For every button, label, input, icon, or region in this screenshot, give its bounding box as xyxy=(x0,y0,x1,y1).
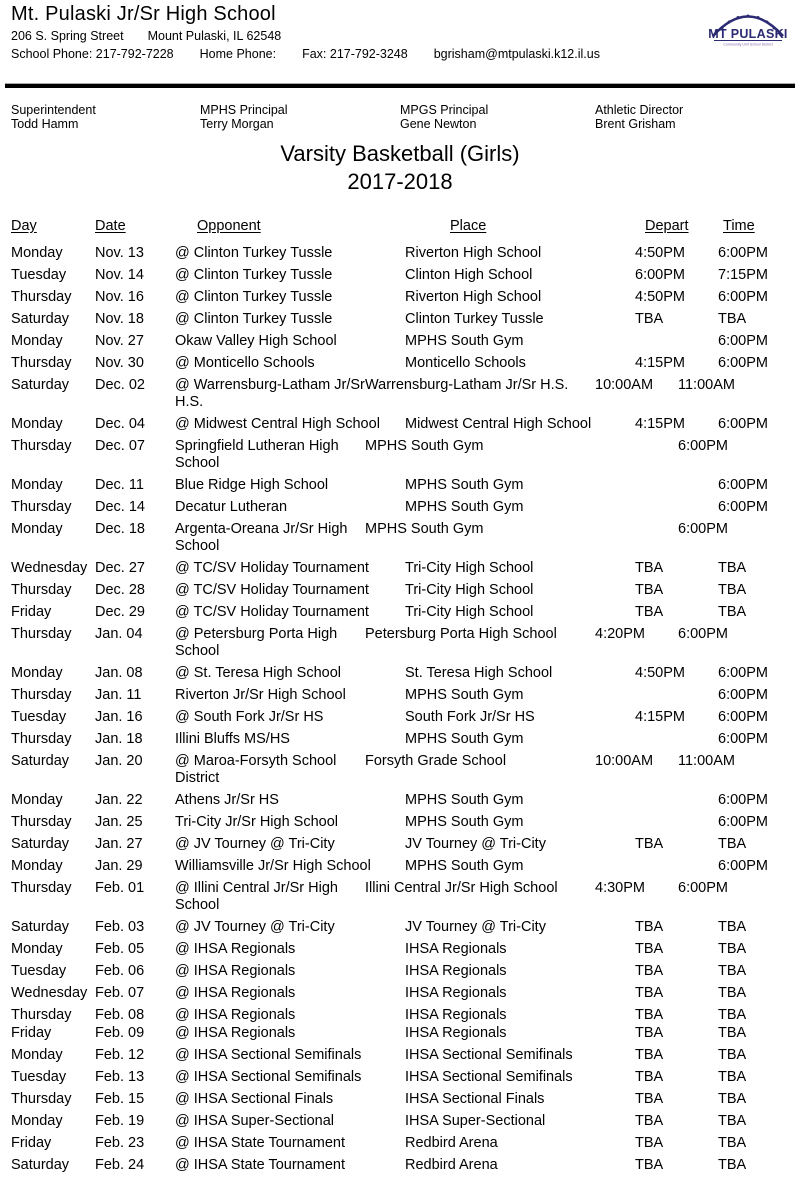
date-cell: Jan. 04 xyxy=(95,626,143,642)
date-cell: Feb. 08 xyxy=(95,1007,145,1023)
day-cell: Monday xyxy=(11,1113,63,1129)
day-cell: Friday xyxy=(11,604,52,620)
schedule-row xyxy=(11,985,800,1007)
depart-cell: TBA xyxy=(635,1047,664,1063)
opponent-cell: @ Clinton Turkey Tussle xyxy=(175,267,333,283)
date-cell: Jan. 08 xyxy=(95,665,143,681)
day-cell: Wednesday xyxy=(11,985,88,1001)
time-cell: TBA xyxy=(718,1135,747,1151)
staff-title: MPHS Principal xyxy=(200,103,288,117)
depart-cell: 4:20PM xyxy=(595,626,645,642)
place-cell: IHSA Sectional Semifinals xyxy=(405,1047,573,1063)
time-cell: TBA xyxy=(718,1113,747,1129)
place-cell: Clinton Turkey Tussle xyxy=(405,311,544,327)
day-cell: Monday xyxy=(11,521,63,537)
time-cell: 6:00PM xyxy=(678,880,728,896)
place-cell: IHSA Regionals xyxy=(405,963,507,979)
date-cell: Jan. 11 xyxy=(95,687,142,703)
time-cell: TBA xyxy=(718,604,747,620)
opponent-cell: @ TC/SV Holiday Tournament xyxy=(175,604,369,620)
time-cell: TBA xyxy=(718,1069,747,1085)
opponent-cell: @ JV Tourney @ Tri-City xyxy=(175,836,335,852)
date-cell: Jan. 29 xyxy=(95,858,143,874)
place-cell: JV Tourney @ Tri-City xyxy=(405,836,546,852)
date-cell: Feb. 12 xyxy=(95,1047,145,1063)
staff-mphs-principal xyxy=(200,103,400,131)
depart-cell: TBA xyxy=(635,582,664,598)
place-cell: Redbird Arena xyxy=(405,1157,498,1173)
date-cell: Dec. 28 xyxy=(95,582,145,598)
place-cell: IHSA Regionals xyxy=(405,1007,507,1023)
depart-cell: 4:15PM xyxy=(635,416,685,432)
place-cell: IHSA Regionals xyxy=(405,985,507,1001)
day-cell: Thursday xyxy=(11,355,72,371)
address-street: 206 S. Spring Street xyxy=(11,29,124,43)
opponent-cell: @ Petersburg Porta High School xyxy=(175,626,338,659)
depart-cell: 4:15PM xyxy=(635,355,685,371)
time-cell: 6:00PM xyxy=(718,687,768,703)
time-cell: TBA xyxy=(718,1047,747,1063)
schedule-row xyxy=(11,438,800,477)
date-cell: Feb. 06 xyxy=(95,963,145,979)
place-cell: Monticello Schools xyxy=(405,355,526,371)
depart-cell: TBA xyxy=(635,1007,664,1023)
staff-name: Gene Newton xyxy=(400,117,477,131)
depart-cell: 10:00AM xyxy=(595,753,654,769)
place-cell: Tri-City High School xyxy=(405,604,534,620)
schedule-row xyxy=(11,560,800,582)
day-cell: Saturday xyxy=(11,753,70,769)
schedule-row xyxy=(11,687,800,709)
date-cell: Dec. 02 xyxy=(95,377,145,393)
opponent-cell: Illini Bluffs MS/HS xyxy=(175,731,290,747)
opponent-cell: @ IHSA Sectional Semifinals xyxy=(175,1069,362,1085)
depart-cell: TBA xyxy=(635,1025,664,1041)
depart-cell: TBA xyxy=(635,604,664,620)
day-cell: Tuesday xyxy=(11,709,67,725)
time-cell: TBA xyxy=(718,985,747,1001)
opponent-cell: @ St. Teresa High School xyxy=(175,665,341,681)
depart-cell: 6:00PM xyxy=(635,267,685,283)
depart-cell: TBA xyxy=(635,1113,664,1129)
schedule-row xyxy=(11,604,800,626)
day-cell: Thursday xyxy=(11,499,72,515)
opponent-cell: @ JV Tourney @ Tri-City xyxy=(175,919,335,935)
place-cell: Riverton High School xyxy=(405,289,542,305)
staff-name: Todd Hamm xyxy=(11,117,79,131)
time-cell: 6:00PM xyxy=(718,245,768,261)
day-cell: Tuesday xyxy=(11,1069,67,1085)
place-cell: MPHS South Gym xyxy=(405,814,524,830)
time-cell: 6:00PM xyxy=(718,416,768,432)
schedule-row xyxy=(11,416,800,438)
day-cell: Monday xyxy=(11,792,63,808)
place-cell: MPHS South Gym xyxy=(405,333,524,349)
opponent-cell: Springfield Lutheran High School xyxy=(175,438,339,471)
date-cell: Nov. 13 xyxy=(95,245,144,261)
day-cell: Saturday xyxy=(11,1157,70,1173)
staff-title: MPGS Principal xyxy=(400,103,489,117)
staff-name: Brent Grisham xyxy=(595,117,676,131)
date-cell: Dec. 04 xyxy=(95,416,145,432)
date-cell: Nov. 18 xyxy=(95,311,144,327)
place-cell: South Fork Jr/Sr HS xyxy=(405,709,535,725)
schedule-rows xyxy=(11,245,800,1179)
page-title-season: 2017-2018 xyxy=(347,169,453,194)
time-cell: 6:00PM xyxy=(718,858,768,874)
time-cell: 6:00PM xyxy=(718,333,768,349)
schedule-row xyxy=(11,499,800,521)
place-cell: MPHS South Gym xyxy=(405,731,524,747)
time-cell: TBA xyxy=(718,963,747,979)
day-cell: Friday xyxy=(11,1025,52,1041)
email-address: bgrisham@mtpulaski.k12.il.us xyxy=(433,47,600,61)
place-cell: MPHS South Gym xyxy=(365,438,484,454)
date-cell: Nov. 14 xyxy=(95,267,144,283)
place-cell: Warrensburg-Latham Jr/Sr H.S. xyxy=(365,377,569,393)
schedule-row xyxy=(11,1113,800,1135)
column-header-time: Time xyxy=(723,218,755,234)
date-cell: Feb. 24 xyxy=(95,1157,145,1173)
date-cell: Feb. 23 xyxy=(95,1135,145,1151)
schedule-row xyxy=(11,267,800,289)
depart-cell: TBA xyxy=(635,963,664,979)
opponent-cell: @ TC/SV Holiday Tournament xyxy=(175,582,369,598)
schedule-row xyxy=(11,626,800,665)
time-cell: TBA xyxy=(718,1091,747,1107)
day-cell: Thursday xyxy=(11,626,72,642)
page-title-sport: Varsity Basketball (Girls) xyxy=(280,141,520,166)
depart-cell: 4:50PM xyxy=(635,245,685,261)
school-phone: School Phone: 217-792-7228 xyxy=(11,47,174,61)
schedule-row xyxy=(11,814,800,836)
date-cell: Feb. 01 xyxy=(95,880,145,896)
opponent-cell: Argenta-Oreana Jr/Sr High School xyxy=(175,521,348,554)
schedule-row xyxy=(11,311,800,333)
place-cell: MPHS South Gym xyxy=(365,521,484,537)
place-cell: Redbird Arena xyxy=(405,1135,498,1151)
schedule-row xyxy=(11,963,800,985)
staff-superintendent xyxy=(11,103,200,131)
time-cell: TBA xyxy=(718,1007,747,1023)
day-cell: Monday xyxy=(11,245,63,261)
schedule-row xyxy=(11,665,800,687)
opponent-cell: @ IHSA Regionals xyxy=(175,1025,296,1041)
place-cell: MPHS South Gym xyxy=(405,792,524,808)
staff-athletic-director xyxy=(595,103,800,131)
date-cell: Jan. 16 xyxy=(95,709,143,725)
opponent-cell: @ IHSA Super-Sectional xyxy=(175,1113,334,1129)
column-header-day: Day xyxy=(11,218,37,234)
day-cell: Monday xyxy=(11,665,63,681)
place-cell: Forsyth Grade School xyxy=(365,753,507,769)
time-cell: 11:00AM xyxy=(678,377,735,393)
day-cell: Thursday xyxy=(11,438,72,454)
depart-cell: TBA xyxy=(635,985,664,1001)
time-cell: 6:00PM xyxy=(678,438,728,454)
date-cell: Feb. 15 xyxy=(95,1091,145,1107)
date-cell: Nov. 16 xyxy=(95,289,144,305)
day-cell: Wednesday xyxy=(11,560,88,576)
time-cell: TBA xyxy=(718,836,747,852)
day-cell: Tuesday xyxy=(11,267,67,283)
day-cell: Monday xyxy=(11,333,63,349)
depart-cell: TBA xyxy=(635,1069,664,1085)
opponent-cell: @ Warrensburg-Latham Jr/Sr H.S. xyxy=(175,377,365,410)
time-cell: 6:00PM xyxy=(678,626,728,642)
day-cell: Thursday xyxy=(11,814,72,830)
opponent-cell: Decatur Lutheran xyxy=(175,499,288,515)
time-cell: TBA xyxy=(718,1025,747,1041)
schedule-row xyxy=(11,1025,800,1047)
logo-text: MT PULASKI xyxy=(708,27,788,41)
depart-cell: TBA xyxy=(635,1157,664,1173)
day-cell: Thursday xyxy=(11,687,72,703)
staff-title: Athletic Director xyxy=(595,103,684,117)
staff-mpgs-principal xyxy=(400,103,595,131)
opponent-cell: @ IHSA Regionals xyxy=(175,941,296,957)
schedule-header-row xyxy=(11,218,800,245)
place-cell: Tri-City High School xyxy=(405,582,534,598)
date-cell: Jan. 20 xyxy=(95,753,143,769)
day-cell: Monday xyxy=(11,1047,63,1063)
place-cell: IHSA Sectional Finals xyxy=(405,1091,545,1107)
opponent-cell: @ IHSA Sectional Finals xyxy=(175,1091,334,1107)
time-cell: TBA xyxy=(718,941,747,957)
time-cell: 6:00PM xyxy=(718,499,768,515)
opponent-cell: @ IHSA Sectional Semifinals xyxy=(175,1047,362,1063)
schedule-row xyxy=(11,289,800,311)
place-cell: IHSA Super-Sectional xyxy=(405,1113,546,1129)
opponent-cell: Okaw Valley High School xyxy=(175,333,337,349)
place-cell: MPHS South Gym xyxy=(405,477,524,493)
place-cell: IHSA Sectional Semifinals xyxy=(405,1069,573,1085)
school-logo xyxy=(708,5,788,53)
time-cell: TBA xyxy=(718,582,747,598)
opponent-cell: @ Clinton Turkey Tussle xyxy=(175,289,333,305)
date-cell: Dec. 14 xyxy=(95,499,145,515)
depart-cell: 4:15PM xyxy=(635,709,685,725)
fax-number: Fax: 217-792-3248 xyxy=(302,47,408,61)
staff-title: Superintendent xyxy=(11,103,96,117)
date-cell: Jan. 27 xyxy=(95,836,143,852)
column-header-place: Place xyxy=(450,218,487,234)
schedule-row xyxy=(11,377,800,416)
opponent-cell: @ Clinton Turkey Tussle xyxy=(175,245,333,261)
schedule-row xyxy=(11,709,800,731)
home-phone: Home Phone: xyxy=(199,47,277,61)
schedule-row xyxy=(11,858,800,880)
place-cell: Midwest Central High School xyxy=(405,416,592,432)
opponent-cell: Williamsville Jr/Sr High School xyxy=(175,858,371,874)
time-cell: TBA xyxy=(718,560,747,576)
time-cell: 7:15PM xyxy=(718,267,768,283)
date-cell: Nov. 27 xyxy=(95,333,144,349)
opponent-cell: @ TC/SV Holiday Tournament xyxy=(175,560,369,576)
opponent-cell: Tri-City Jr/Sr High School xyxy=(175,814,339,830)
schedule-row xyxy=(11,1069,800,1091)
opponent-cell: @ Monticello Schools xyxy=(175,355,315,371)
schedule-row xyxy=(11,836,800,858)
place-cell: IHSA Regionals xyxy=(405,941,507,957)
contact-line xyxy=(11,47,800,62)
date-cell: Feb. 13 xyxy=(95,1069,145,1085)
time-cell: 6:00PM xyxy=(718,665,768,681)
schedule-row xyxy=(11,753,800,792)
schedule-row xyxy=(11,477,800,499)
date-cell: Dec. 27 xyxy=(95,560,145,576)
depart-cell: 4:50PM xyxy=(635,665,685,681)
schedule-row xyxy=(11,1157,800,1179)
staff-name: Terry Morgan xyxy=(200,117,274,131)
opponent-cell: @ Maroa-Forsyth School District xyxy=(175,753,337,786)
schedule-row xyxy=(11,1047,800,1069)
opponent-cell: @ IHSA Regionals xyxy=(175,963,296,979)
place-cell: St. Teresa High School xyxy=(405,665,553,681)
schedule-row xyxy=(11,919,800,941)
opponent-cell: @ Illini Central Jr/Sr High School xyxy=(175,880,338,913)
opponent-cell: @ IHSA State Tournament xyxy=(175,1135,346,1151)
column-header-date: Date xyxy=(95,218,126,234)
day-cell: Monday xyxy=(11,858,63,874)
depart-cell: TBA xyxy=(635,836,664,852)
date-cell: Jan. 18 xyxy=(95,731,143,747)
schedule-row xyxy=(11,521,800,560)
school-name: Mt. Pulaski Jr/Sr High School xyxy=(11,3,276,25)
schedule-row xyxy=(11,1135,800,1157)
time-cell: 6:00PM xyxy=(718,814,768,830)
date-cell: Dec. 07 xyxy=(95,438,145,454)
schedule-row xyxy=(11,731,800,753)
address-city: Mount Pulaski, IL 62548 xyxy=(147,29,282,43)
place-cell: MPHS South Gym xyxy=(405,499,524,515)
schedule-row xyxy=(11,880,800,919)
opponent-cell: @ Clinton Turkey Tussle xyxy=(175,311,333,327)
schedule-table xyxy=(11,218,800,1179)
depart-cell: 10:00AM xyxy=(595,377,654,393)
opponent-cell: @ IHSA Regionals xyxy=(175,1007,296,1023)
opponent-cell: Blue Ridge High School xyxy=(175,477,329,493)
date-cell: Feb. 03 xyxy=(95,919,145,935)
staff-block xyxy=(11,103,800,131)
address-line xyxy=(11,29,800,44)
day-cell: Thursday xyxy=(11,1091,72,1107)
date-cell: Dec. 29 xyxy=(95,604,145,620)
schedule-row xyxy=(11,333,800,355)
place-cell: Tri-City High School xyxy=(405,560,534,576)
day-cell: Monday xyxy=(11,477,63,493)
depart-cell: 4:50PM xyxy=(635,289,685,305)
day-cell: Tuesday xyxy=(11,963,67,979)
time-cell: 6:00PM xyxy=(718,731,768,747)
schedule-row xyxy=(11,1091,800,1113)
opponent-cell: @ IHSA Regionals xyxy=(175,985,296,1001)
depart-cell: TBA xyxy=(635,311,664,327)
day-cell: Saturday xyxy=(11,377,70,393)
schedule-row xyxy=(11,792,800,814)
place-cell: Illini Central Jr/Sr High School xyxy=(365,880,558,896)
place-cell: IHSA Regionals xyxy=(405,1025,507,1041)
time-cell: 6:00PM xyxy=(718,792,768,808)
opponent-cell: @ IHSA State Tournament xyxy=(175,1157,346,1173)
time-cell: 6:00PM xyxy=(718,477,768,493)
opponent-cell: Athens Jr/Sr HS xyxy=(175,792,279,808)
day-cell: Thursday xyxy=(11,880,72,896)
date-cell: Feb. 05 xyxy=(95,941,145,957)
time-cell: TBA xyxy=(718,1157,747,1173)
schedule-row xyxy=(11,245,800,267)
letterhead xyxy=(0,0,800,62)
place-cell: MPHS South Gym xyxy=(405,858,524,874)
place-cell: MPHS South Gym xyxy=(405,687,524,703)
day-cell: Saturday xyxy=(11,836,70,852)
place-cell: Clinton High School xyxy=(405,267,533,283)
divider-rule xyxy=(5,83,795,88)
date-cell: Feb. 19 xyxy=(95,1113,145,1129)
day-cell: Saturday xyxy=(11,919,70,935)
day-cell: Monday xyxy=(11,416,63,432)
opponent-cell: Riverton Jr/Sr High School xyxy=(175,687,346,703)
place-cell: JV Tourney @ Tri-City xyxy=(405,919,546,935)
depart-cell: TBA xyxy=(635,1135,664,1151)
opponent-cell: @ Midwest Central High School xyxy=(175,416,380,432)
day-cell: Thursday xyxy=(11,1007,72,1023)
depart-cell: TBA xyxy=(635,919,664,935)
time-cell: 11:00AM xyxy=(678,753,735,769)
depart-cell: TBA xyxy=(635,1091,664,1107)
day-cell: Monday xyxy=(11,941,63,957)
day-cell: Thursday xyxy=(11,582,72,598)
date-cell: Dec. 18 xyxy=(95,521,145,537)
date-cell: Dec. 11 xyxy=(95,477,144,493)
date-cell: Feb. 07 xyxy=(95,985,145,1001)
schedule-row xyxy=(11,582,800,604)
column-header-opponent: Opponent xyxy=(197,218,261,234)
day-cell: Thursday xyxy=(11,731,72,747)
place-cell: Riverton High School xyxy=(405,245,542,261)
time-cell: 6:00PM xyxy=(718,709,768,725)
date-cell: Nov. 30 xyxy=(95,355,144,371)
schedule-row xyxy=(11,941,800,963)
time-cell: 6:00PM xyxy=(718,289,768,305)
place-cell: Petersburg Porta High School xyxy=(365,626,557,642)
time-cell: TBA xyxy=(718,919,747,935)
day-cell: Thursday xyxy=(11,289,72,305)
schedule-row xyxy=(11,355,800,377)
depart-cell: TBA xyxy=(635,941,664,957)
time-cell: TBA xyxy=(718,311,747,327)
opponent-cell: @ South Fork Jr/Sr HS xyxy=(175,709,324,725)
column-header-depart: Depart xyxy=(645,218,689,234)
date-cell: Jan. 25 xyxy=(95,814,143,830)
time-cell: 6:00PM xyxy=(718,355,768,371)
logo-subtext: Community Unit School District xyxy=(723,42,773,47)
date-cell: Feb. 09 xyxy=(95,1025,145,1041)
depart-cell: 4:30PM xyxy=(595,880,645,896)
day-cell: Friday xyxy=(11,1135,52,1151)
time-cell: 6:00PM xyxy=(678,521,728,537)
depart-cell: TBA xyxy=(635,560,664,576)
day-cell: Saturday xyxy=(11,311,70,327)
page-title xyxy=(0,140,800,196)
date-cell: Jan. 22 xyxy=(95,792,143,808)
